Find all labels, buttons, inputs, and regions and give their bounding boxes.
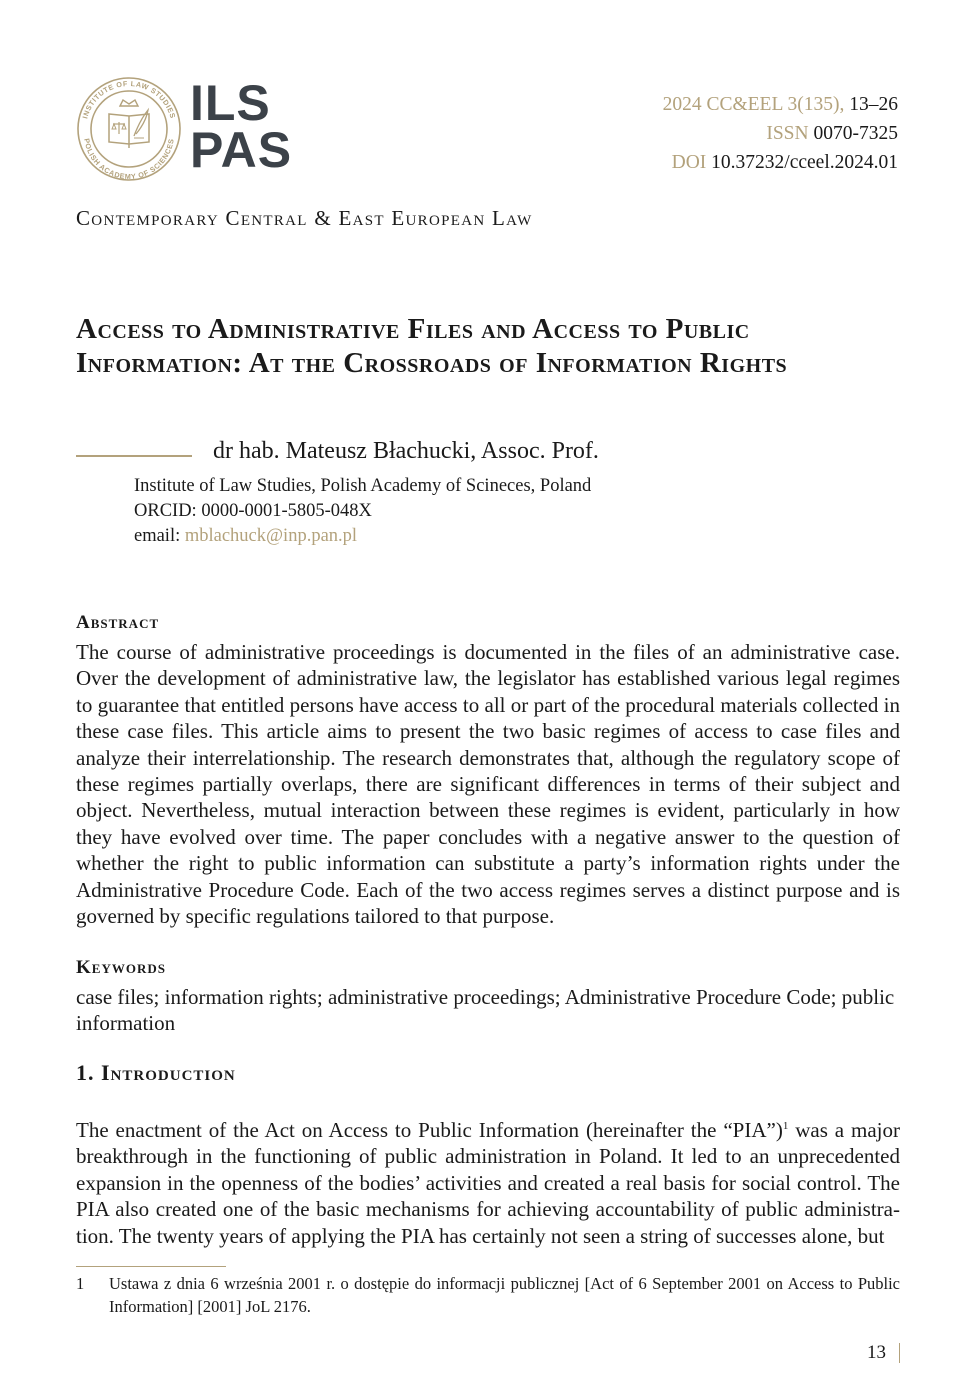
issn-line <box>663 119 898 148</box>
page-range: 13–26 <box>849 94 898 115</box>
intro-text-part2: was a major breakthrough in the functioning of public administration in Poland. It led to an unprecedented expansion in the openness of the bodies’ activities and created a real basis for social control. The PIA also created one of the basic mechanisms for achieving accountability of public administration. The twenty years of applying the PIA has certainly not seen a string of successes alone, but <box>76 1118 900 1248</box>
abstract-text: The course of administrative proceedings is documented in the files of an administrative case. Over the development of administrative law, the legislator has established various legal regimes to guarantee that entitled persons have access to all or part of the procedural materials collected in these case files. This article aims to present the two basic regimes of access to case files and analyze their interrelationship. The research demonstrates that, although the regulatory scope of these regimes partially overlaps, there are significant differences in terms of their subject and object. Nevertheless, mutual interaction between these regimes is evident, particularly in how they have evolved over time. The paper concludes with a negative answer to the question of whether the right to public information can substitute a party’s information rights under the Administrative Procedure Code. Each of the two access regimes serves a distinct purpose and is governed by specific regulations tailored to that purpose. <box>76 640 900 929</box>
page-number: 13 <box>867 1342 886 1363</box>
email-label: email: <box>134 526 181 546</box>
introduction-text <box>76 1117 900 1249</box>
ilspas-wordmark <box>190 75 293 178</box>
doi-label: DOI <box>671 152 707 173</box>
issn-value: 0070-7325 <box>813 123 898 144</box>
author-email-line <box>134 524 591 549</box>
author-orcid: ORCID: 0000-0001-5805-048X <box>134 501 372 521</box>
author-name: dr hab. Mateusz Błachucki, Assoc. Prof. <box>213 438 599 464</box>
author-details <box>134 474 591 549</box>
doi-value[interactable]: 10.37232/cceel.2024.01 <box>711 152 898 173</box>
svg-text:INSTITUTE OF LAW STUDIES: INSTITUTE OF LAW STUDIES <box>80 78 178 120</box>
journal-name: Contemporary Central & East European Law <box>76 206 533 230</box>
journal-issue: 2024 CC&EEL 3(135), <box>662 94 845 115</box>
citation-issue-line <box>663 90 898 119</box>
article-title: Access to Administrative Files and Access to Public Information: At the Crossroads of Information Rights <box>76 313 788 379</box>
svg-text:POLISH ACADEMY OF SCIENCES: POLISH ACADEMY OF SCIENCES <box>82 137 176 182</box>
footnote-number: 1 <box>76 1274 85 1293</box>
intro-text-part1: The enactment of the Act on Access to Public Information (hereinafter the “PIA”) <box>76 1118 783 1142</box>
keywords-heading: Keywords <box>76 957 166 978</box>
page-number-bar <box>899 1343 901 1363</box>
citation-block <box>663 90 898 177</box>
footnote <box>76 1272 900 1318</box>
wordmark-line-ils: ILS <box>190 75 271 131</box>
abstract-heading: Abstract <box>76 612 160 633</box>
wordmark-line-pas: PAS <box>190 122 293 178</box>
footnote-text: Ustawa z dnia 6 września 2001 r. o dostępie do informacji publicznej [Act of 6 September 2001 on Access to Public Information] [2001] JoL 2176. <box>109 1274 900 1316</box>
email-link[interactable]: mblachuck@inp.pan.pl <box>184 526 358 546</box>
doi-line <box>663 148 898 177</box>
issn-label: ISSN <box>766 123 809 144</box>
keywords-text: case files; information rights; administrative proceedings; Administrative Procedure Code; public information <box>76 985 895 1036</box>
author-divider <box>76 455 192 457</box>
institute-seal-icon <box>76 76 182 182</box>
introduction-heading: 1. Introduction <box>76 1060 236 1085</box>
footnote-divider <box>76 1266 226 1267</box>
author-affiliation: Institute of Law Studies, Polish Academy of Scineces, Poland <box>134 476 592 496</box>
footnote-reference[interactable]: 1 <box>782 1120 789 1132</box>
